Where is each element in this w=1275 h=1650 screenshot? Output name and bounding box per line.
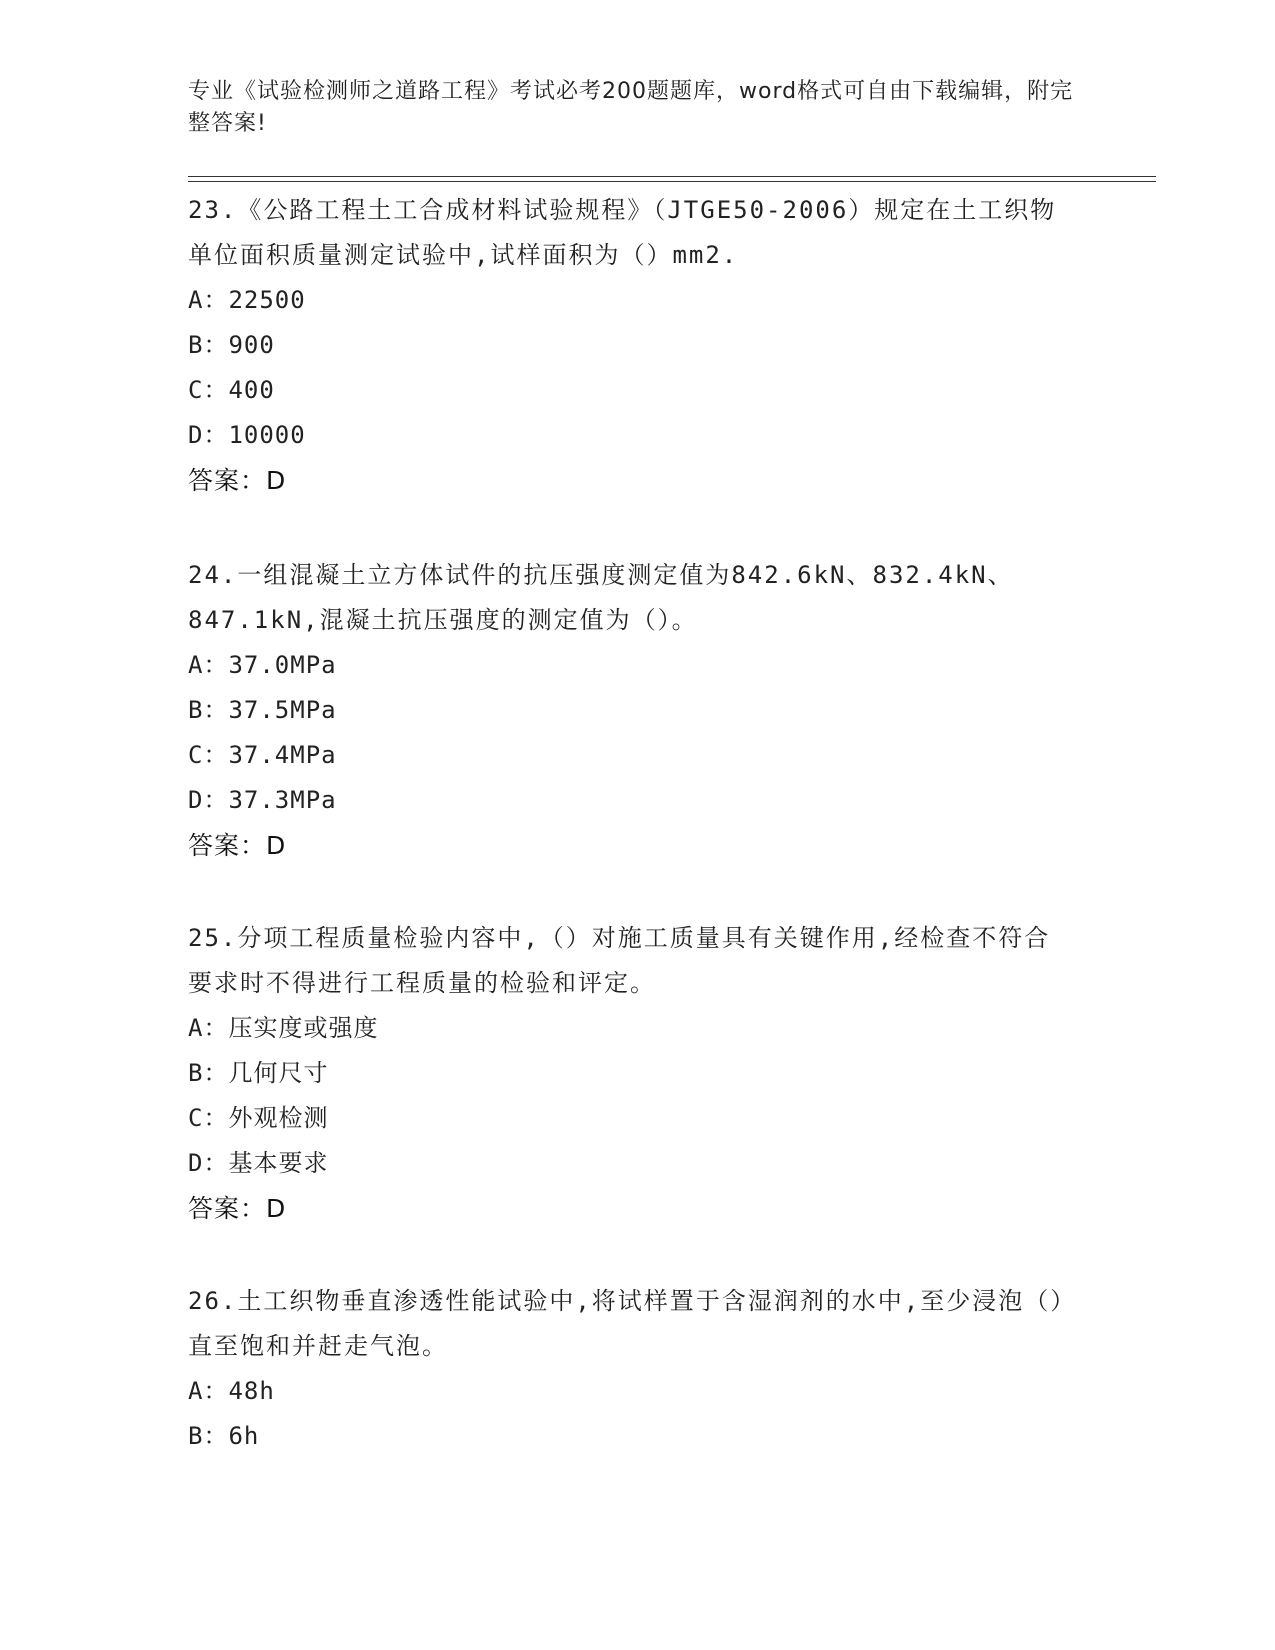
option-a: A：48h: [188, 1377, 275, 1405]
question-24: [188, 553, 1068, 868]
option-d: D：10000: [188, 421, 306, 449]
header-divider-top: [188, 176, 1156, 177]
option-d: D：基本要求: [188, 1149, 329, 1177]
question-text: 25.分项工程质量检验内容中,（）对施工质量具有关键作用,经检查不符合要求时不得进行工程质量的检验和评定。: [188, 924, 1051, 997]
answer-line: 答案：D: [188, 831, 287, 860]
option-c: C：37.4MPa: [188, 741, 337, 769]
option-a: A：37.0MPa: [188, 651, 337, 679]
option-a: A：22500: [188, 286, 306, 314]
question-text: 23.《公路工程土工合成材料试验规程》（JTGE50-2006）规定在土工织物单位面积质量测定试验中,试样面积为（）mm2.: [188, 196, 1057, 269]
header-divider-bottom: [188, 181, 1156, 182]
question-text: 26.土工织物垂直渗透性能试验中,将试样置于含湿润剂的水中,至少浸泡（）直至饱和并赶走气泡。: [188, 1287, 1065, 1360]
option-b: B：900: [188, 331, 275, 359]
question-23: [188, 188, 1068, 503]
option-c: C：外观检测: [188, 1104, 329, 1132]
question-25: [188, 916, 1068, 1231]
question-26: [188, 1279, 1068, 1459]
option-b: B：37.5MPa: [188, 696, 337, 724]
document-header: 专业《试验检测师之道路工程》考试必考200题题库，word格式可自由下载编辑，附完整答案!: [188, 79, 1074, 136]
option-b: B：几何尺寸: [188, 1059, 329, 1087]
option-c: C：400: [188, 376, 275, 404]
option-b: B：6h: [188, 1422, 260, 1450]
option-a: A：压实度或强度: [188, 1014, 379, 1042]
option-d: D：37.3MPa: [188, 786, 337, 814]
question-text: 24.一组混凝土立方体试件的抗压强度测定值为842.6kN、832.4kN、847.1kN,混凝土抗压强度的测定值为（）。: [188, 561, 1014, 634]
answer-line: 答案：D: [188, 466, 287, 495]
answer-line: 答案：D: [188, 1194, 287, 1223]
